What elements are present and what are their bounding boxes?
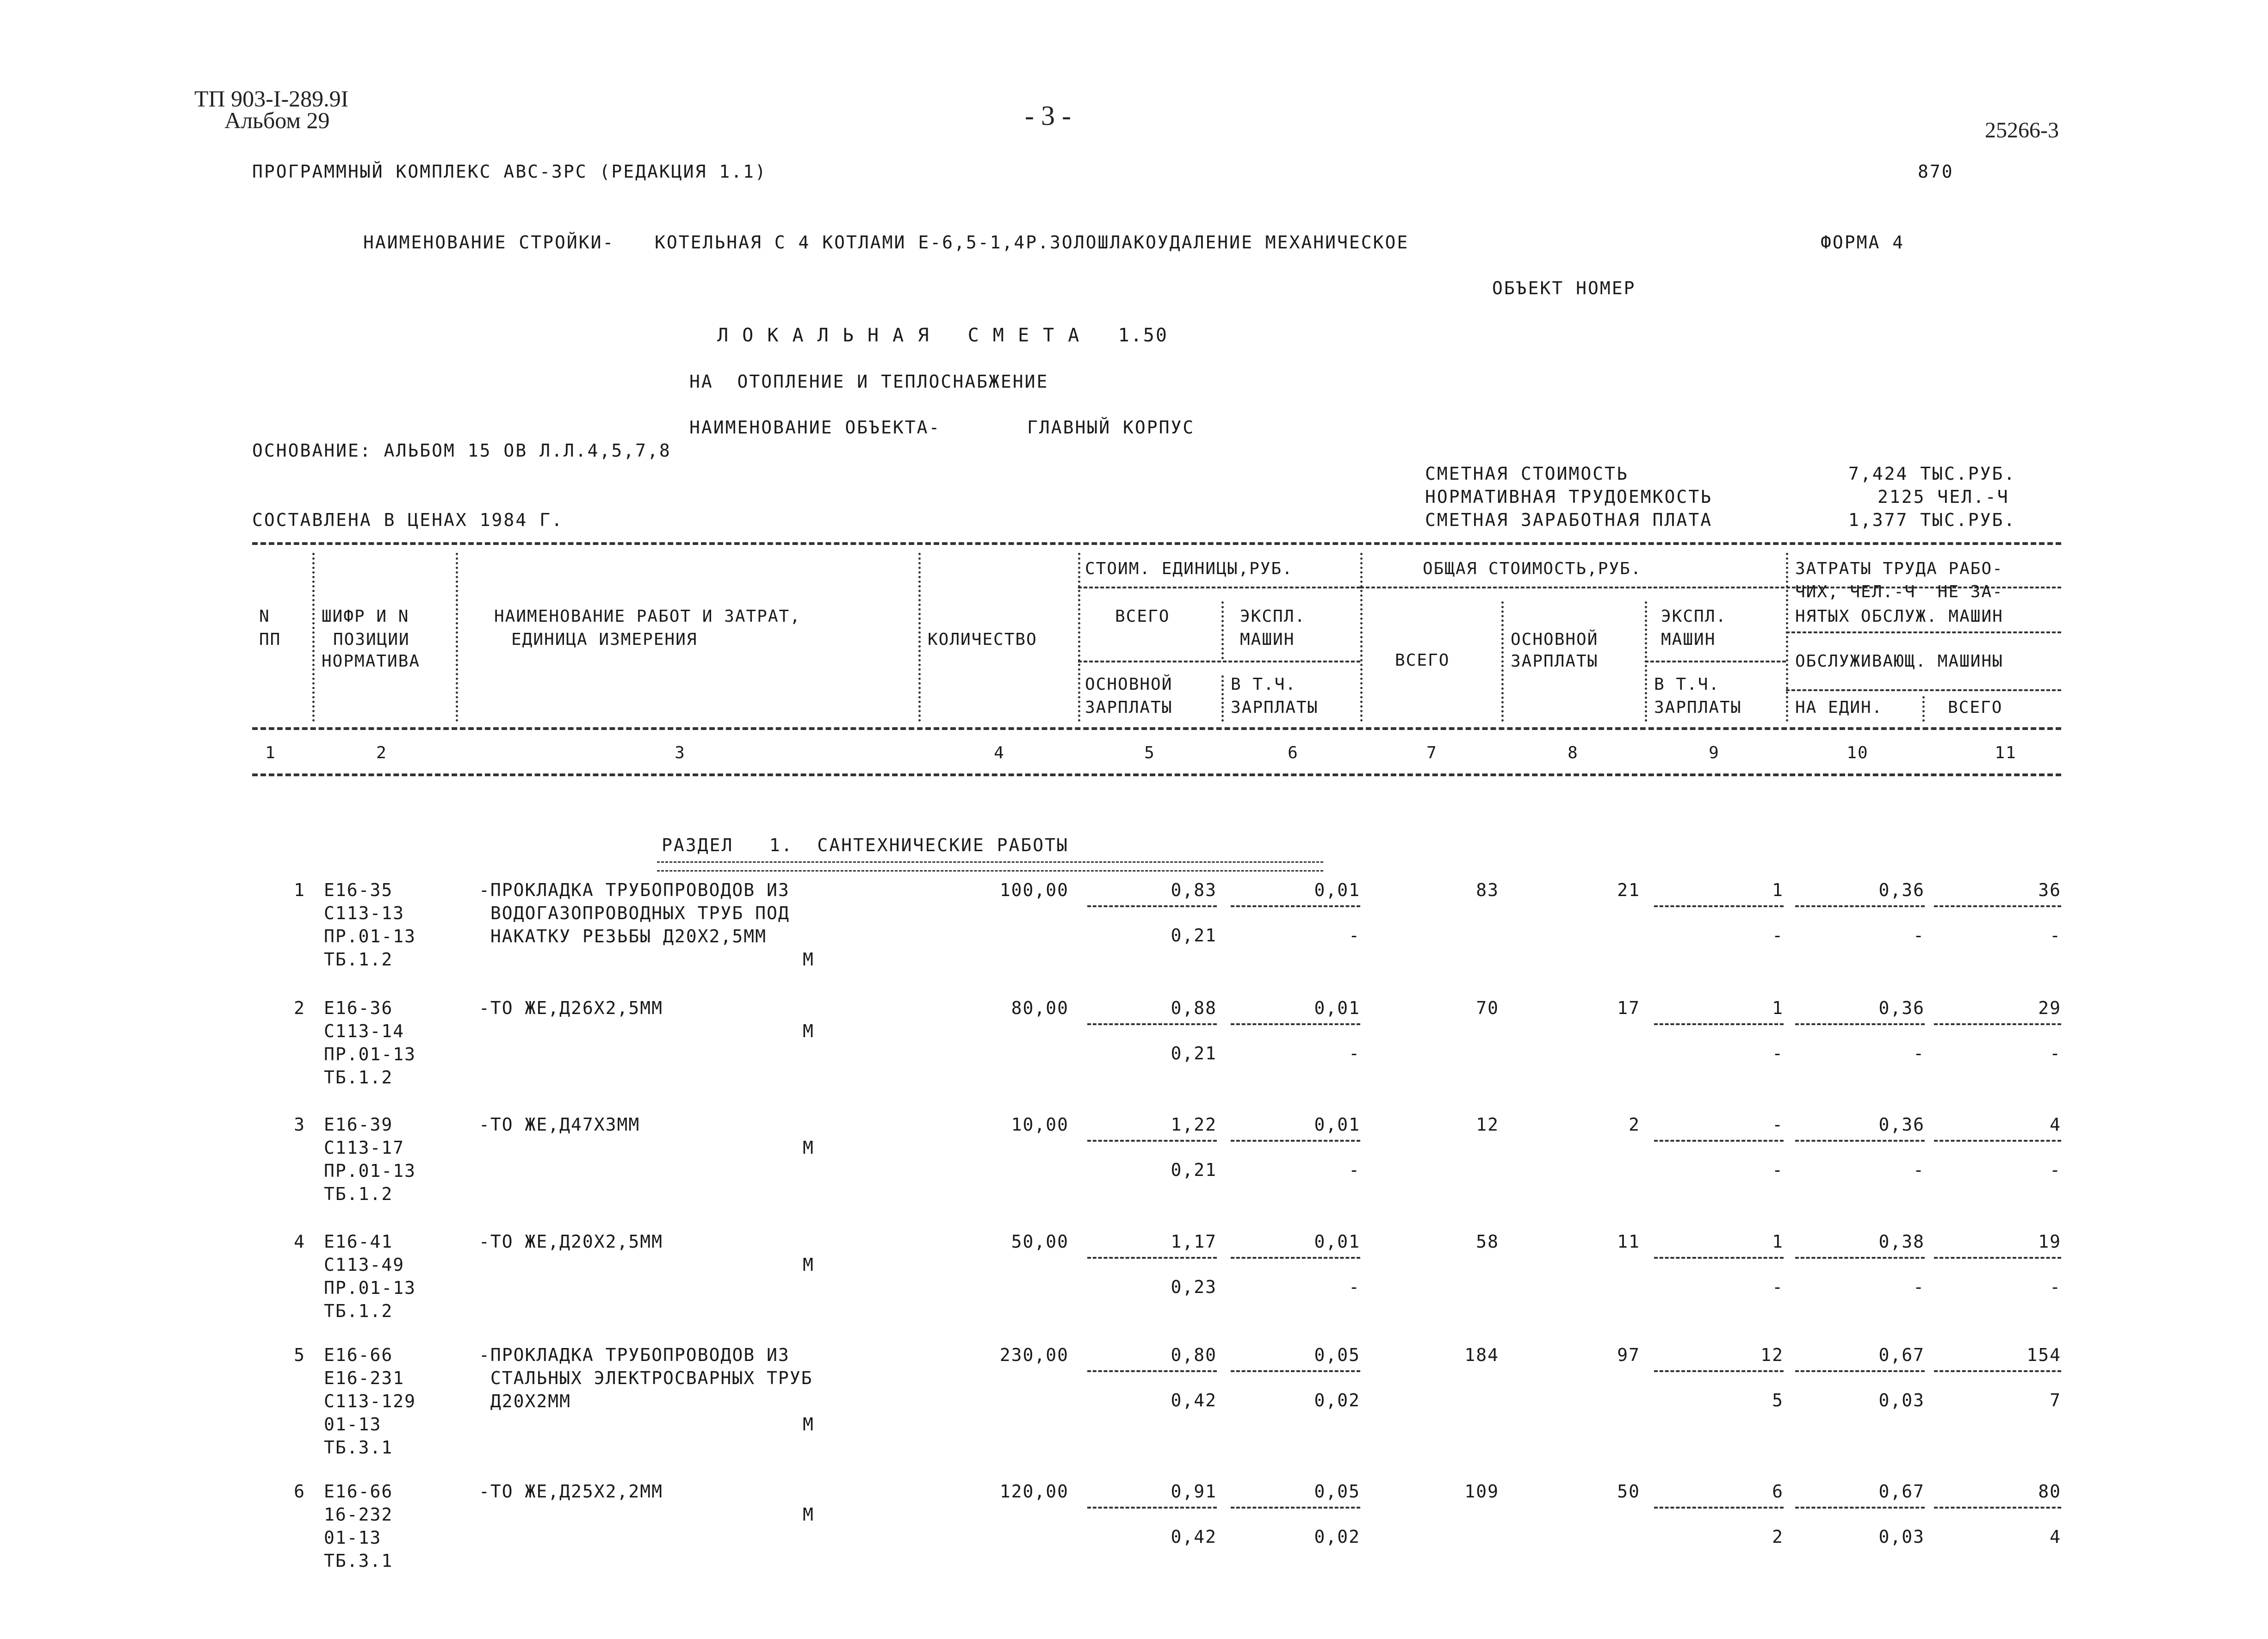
th-unit-cost: СТОИМ. ЕДИНИЦЫ,РУБ. [1085,559,1293,578]
row-labor-unit-divider [1795,905,1925,907]
row-mach-divider [1231,1507,1360,1509]
row-total-machines: 6 [1772,1481,1784,1502]
row-code: С113-17 [324,1138,405,1158]
summary-label-cost: СМЕТНАЯ СТОИМОСТЬ [1425,464,1629,484]
row-total-base-wage: 2 [1629,1114,1640,1135]
col-sep-unit-inner [1221,601,1224,659]
th-qty: КОЛИЧЕСТВО [928,630,1037,649]
row-total-machines: 12 [1760,1345,1784,1365]
row-code: Е16-66 [324,1481,393,1502]
row-total: 70 [1476,998,1499,1018]
row-quantity: 10,00 [1011,1114,1069,1135]
row-unit-mach-wage: 0,02 [1314,1390,1360,1410]
col-sep-2 [456,553,458,722]
row-unit-base-wage: 0,23 [1171,1277,1217,1297]
row-name: СТАЛЬНЫХ ЭЛЕКТРОСВАРНЫХ ТРУБ [479,1368,813,1388]
row-total-base-wage: 11 [1617,1231,1640,1252]
row-unit-divider [1087,1370,1217,1372]
row-mach-divider [1231,905,1360,907]
row-unit-mach-wage: - [1349,925,1360,946]
row-total-mach-divider [1654,1370,1784,1372]
section-title: РАЗДЕЛ 1. САНТЕХНИЧЕСКИЕ РАБОТЫ [662,835,1069,855]
row-labor-mach-total: 4 [2050,1527,2061,1547]
row-quantity: 80,00 [1011,998,1069,1018]
th-total-incl-1: В Т.Ч. [1654,675,1720,694]
row-unit-machines: 0,05 [1314,1481,1360,1502]
th-code-2: ПОЗИЦИИ [333,630,410,649]
section-underline [657,861,1323,872]
row-code: С113-13 [324,903,405,923]
th-unit-base-1: ОСНОВНОЙ [1085,675,1173,694]
row-number: 3 [294,1114,305,1135]
price-basis: СОСТАВЛЕНА В ЦЕНАХ 1984 Г. [252,510,564,530]
row-number: 2 [294,998,305,1018]
row-name: -ПРОКЛАДКА ТРУБОПРОВОДОВ ИЗ [479,880,790,900]
row-labor-mach-unit: - [1913,925,1925,946]
row-total-machines: 1 [1772,1231,1784,1252]
row-unit-mach-wage: - [1349,1160,1360,1180]
row-total-machines: 1 [1772,880,1784,900]
column-number-rule [252,773,2061,776]
row-unit-machines: 0,05 [1314,1345,1360,1365]
th-labor-2: ЧИХ, ЧЕЛ.-Ч НЕ ЗА- [1795,582,2003,601]
row-unit-total: 0,80 [1171,1345,1217,1365]
row-labor-unit-divider [1795,1140,1925,1142]
row-code: Е16-41 [324,1231,393,1252]
row-labor-unit-divider [1795,1257,1925,1259]
sheet-code: 870 [1918,161,1954,182]
row-total-mach-wage: - [1772,1043,1784,1064]
row-labor-mach-unit: - [1913,1277,1925,1297]
row-total: 12 [1476,1114,1499,1135]
row-unit-total: 0,91 [1171,1481,1217,1502]
page-number: - 3 - [1025,100,1071,131]
th-total-base-1: ОСНОВНОЙ [1511,630,1599,649]
row-total-mach-wage: - [1772,1277,1784,1297]
row-labor-unit: 0,36 [1878,998,1925,1018]
row-quantity: 230,00 [999,1345,1069,1365]
th-total-cost: ОБЩАЯ СТОИМОСТЬ,РУБ. [1423,559,1642,578]
row-name: -ТО ЖЕ,Д25Х2,2ММ [479,1481,663,1502]
basis: ОСНОВАНИЕ: АЛЬБОМ 15 ОВ Л.Л.4,5,7,8 [252,440,671,461]
document-title: Л О К А Л Ь Н А Я С М Е Т А 1.50 [717,325,1168,346]
row-labor-total: 36 [2038,880,2061,900]
row-unit: М [803,1138,814,1158]
row-code: Е16-39 [324,1114,393,1135]
col-number-7: 7 [1426,743,1438,762]
row-mach-divider [1231,1257,1360,1259]
row-labor-total-divider [1934,1023,2061,1025]
row-labor-unit-divider [1795,1023,1925,1025]
row-total-mach-wage: 2 [1772,1527,1784,1547]
row-labor-total: 19 [2038,1231,2061,1252]
row-code: С113-129 [324,1391,416,1411]
row-code: ПР.01-13 [324,1044,416,1064]
row-labor-mach-unit: - [1913,1160,1925,1180]
row-code: Е16-36 [324,998,393,1018]
col-number-6: 6 [1288,743,1299,762]
th-labor-total: ВСЕГО [1948,698,2003,717]
row-labor-mach-unit: - [1913,1043,1925,1064]
object-number: ОБЪЕКТ НОМЕР [1492,278,1636,298]
col-number-11: 11 [1995,743,2017,762]
row-labor-total: 29 [2038,998,2061,1018]
row-mach-divider [1231,1370,1360,1372]
form-number: ФОРМА 4 [1821,232,1905,253]
row-unit: М [803,1255,814,1275]
col-sep-labor-inner [1922,696,1925,722]
th-total-mach-1: ЭКСПЛ. [1661,607,1727,626]
row-labor-mach-unit: 0,03 [1878,1527,1925,1547]
summary-value-wage: 1,377 ТЫС.РУБ. [1848,510,2016,530]
row-labor-unit-divider [1795,1507,1925,1509]
row-labor-unit: 0,67 [1878,1481,1925,1502]
row-total-machines: - [1772,1114,1784,1135]
unit-cost-rule-2 [1078,661,1360,662]
th-code-3: НОРМАТИВА [322,652,421,671]
row-name: Д20Х2ММ [479,1391,571,1411]
row-labor-unit: 0,67 [1878,1345,1925,1365]
row-quantity: 50,00 [1011,1231,1069,1252]
row-code: ТБ.3.1 [324,1437,393,1458]
row-unit-divider [1087,1140,1217,1142]
col-number-1: 1 [265,743,276,762]
row-unit-mach-wage: 0,02 [1314,1527,1360,1547]
th-unit-mach-1: ЭКСПЛ. [1240,607,1306,626]
col-sep-6 [1786,553,1788,722]
th-name-2: ЕДИНИЦА ИЗМЕРЕНИЯ [511,630,698,649]
row-unit: М [803,949,814,970]
row-labor-total-divider [1934,1370,2061,1372]
col-number-10: 10 [1847,743,1869,762]
row-labor-mach-total: - [2050,925,2061,946]
th-labor-3: НЯТЫХ ОБСЛУЖ. МАШИН [1795,607,2003,626]
th-n: N [259,607,270,626]
row-unit-machines: 0,01 [1314,880,1360,900]
row-total-base-wage: 17 [1617,998,1640,1018]
row-code: ТБ.1.2 [324,1301,393,1321]
col-sep-3 [918,553,921,722]
row-unit-base-wage: 0,42 [1171,1527,1217,1547]
total-mach-rule [1645,661,1786,662]
th-total-base-2: ЗАРПЛАТЫ [1511,652,1599,671]
th-labor-unit: НА ЕДИН. [1795,698,1883,717]
row-name: -ТО ЖЕ,Д47Х3ММ [479,1114,640,1135]
row-labor-mach-total: 7 [2050,1390,2061,1410]
construction-name: КОТЕЛЬНАЯ С 4 КОТЛАМИ Е-6,5-1,4Р.ЗОЛОШЛАКОУДАЛЕНИЕ МЕХАНИЧЕСКОЕ [655,232,1409,253]
th-labor-mach: ОБСЛУЖИВАЮЩ. МАШИНЫ [1795,652,2003,671]
row-code: ТБ.1.2 [324,1184,393,1204]
row-total-mach-divider [1654,1257,1784,1259]
row-labor-mach-unit: 0,03 [1878,1390,1925,1410]
row-code: ПР.01-13 [324,926,416,946]
col-number-8: 8 [1568,743,1579,762]
th-unit-mach-2: МАШИН [1240,630,1295,649]
row-unit-base-wage: 0,21 [1171,1043,1217,1064]
document-code: 25266-3 [1985,118,2059,142]
col-number-2: 2 [376,743,387,762]
row-total: 109 [1464,1481,1499,1502]
summary-label-wage: СМЕТНАЯ ЗАРАБОТНАЯ ПЛАТА [1425,510,1713,530]
row-unit-machines: 0,01 [1314,1114,1360,1135]
summary-value-labor: 2125 ЧЕЛ.-Ч [1878,487,2009,507]
row-code: ТБ.1.2 [324,949,393,970]
document-subtitle: НА ОТОПЛЕНИЕ И ТЕПЛОСНАБЖЕНИЕ [689,371,1049,392]
row-total-mach-divider [1654,905,1784,907]
col-sep-4 [1078,553,1080,722]
row-unit-divider [1087,1023,1217,1025]
th-code-1: ШИФР И N [322,607,409,626]
row-code: Е16-231 [324,1368,405,1388]
row-unit-total: 1,22 [1171,1114,1217,1135]
row-code: С113-14 [324,1021,405,1041]
row-code: Е16-66 [324,1345,393,1365]
unit-cost-rule [1078,587,1360,588]
row-code: Е16-35 [324,880,393,900]
row-labor-unit-divider [1795,1370,1925,1372]
th-unit-incl-2: ЗАРПЛАТЫ [1231,698,1319,717]
row-labor-total-divider [1934,1140,2061,1142]
row-number: 5 [294,1345,305,1365]
row-code: 01-13 [324,1528,382,1548]
row-unit: М [803,1021,814,1041]
row-total: 58 [1476,1231,1499,1252]
row-total-base-wage: 21 [1617,880,1640,900]
row-unit: М [803,1504,814,1525]
row-code: 16-232 [324,1504,393,1525]
row-total: 83 [1476,880,1499,900]
row-unit-mach-wage: - [1349,1043,1360,1064]
th-labor-1: ЗАТРАТЫ ТРУДА РАБО- [1795,559,2003,578]
row-number: 1 [294,880,305,900]
row-mach-divider [1231,1023,1360,1025]
th-unit-base-2: ЗАРПЛАТЫ [1085,698,1173,717]
construction-label: НАИМЕНОВАНИЕ СТРОЙКИ- [363,232,615,253]
col-number-9: 9 [1709,743,1720,762]
labor-rule-1 [1786,631,2061,633]
th-unit-incl-1: В Т.Ч. [1231,675,1297,694]
row-unit-mach-wage: - [1349,1277,1360,1297]
row-total-mach-wage: - [1772,925,1784,946]
th-name-1: НАИМЕНОВАНИЕ РАБОТ И ЗАТРАТ, [494,607,801,626]
row-total-base-wage: 97 [1617,1345,1640,1365]
row-total-mach-divider [1654,1507,1784,1509]
th-pp: ПП [259,630,281,649]
row-unit-divider [1087,905,1217,907]
col-sep-unit-inner-2 [1221,675,1224,722]
row-code: С113-49 [324,1255,405,1275]
col-number-3: 3 [675,743,686,762]
row-code: ТБ.3.1 [324,1551,393,1571]
th-total-all: ВСЕГО [1395,651,1450,670]
row-code: ПР.01-13 [324,1278,416,1298]
row-unit-base-wage: 0,21 [1171,925,1217,946]
row-labor-mach-total: - [2050,1043,2061,1064]
object-name: ГЛАВНЫЙ КОРПУС [1027,417,1195,438]
row-unit-base-wage: 0,21 [1171,1160,1217,1180]
row-code: ТБ.1.2 [324,1067,393,1088]
col-sep-5 [1360,553,1363,722]
row-labor-total: 154 [2026,1345,2061,1365]
col-sep-total-inner [1501,601,1504,722]
program-title: ПРОГРАММНЫЙ КОМПЛЕКС АВС-3РС (РЕДАКЦИЯ 1.1) [252,161,767,182]
row-unit-divider [1087,1507,1217,1509]
summary-label-labor: НОРМАТИВНАЯ ТРУДОЕМКОСТЬ [1425,487,1713,507]
header-bottom-rule [252,727,2061,730]
row-unit-machines: 0,01 [1314,998,1360,1018]
row-labor-unit: 0,36 [1878,1114,1925,1135]
row-quantity: 120,00 [999,1481,1069,1502]
summary-value-cost: 7,424 ТЫС.РУБ. [1848,464,2016,484]
row-number: 6 [294,1481,305,1502]
album-number: Альбом 29 [224,107,330,133]
row-labor-total: 80 [2038,1481,2061,1502]
row-labor-unit: 0,38 [1878,1231,1925,1252]
labor-rule-2 [1786,689,2061,691]
col-number-4: 4 [994,743,1005,762]
row-total-mach-wage: - [1772,1160,1784,1180]
row-code: ПР.01-13 [324,1161,416,1181]
row-labor-unit: 0,36 [1878,880,1925,900]
table-top-rule [252,542,2061,545]
row-labor-mach-total: - [2050,1277,2061,1297]
row-labor-mach-total: - [2050,1160,2061,1180]
th-total-mach-2: МАШИН [1661,630,1716,649]
row-unit-machines: 0,01 [1314,1231,1360,1252]
tp-number: ТП 903-I-289.9I [194,86,349,111]
col-number-5: 5 [1144,743,1155,762]
row-unit: М [803,1414,814,1435]
row-labor-total-divider [1934,1257,2061,1259]
row-total-mach-divider [1654,1023,1784,1025]
col-sep-1 [312,553,315,722]
row-total-base-wage: 50 [1617,1481,1640,1502]
row-total: 184 [1464,1345,1499,1365]
row-name: НАКАТКУ РЕЗЬБЫ Д20Х2,5ММ [479,926,767,946]
row-mach-divider [1231,1140,1360,1142]
row-unit-total: 0,88 [1171,998,1217,1018]
row-total-machines: 1 [1772,998,1784,1018]
row-labor-total: 4 [2050,1114,2061,1135]
th-unit-total: ВСЕГО [1115,607,1170,626]
row-labor-total-divider [1934,905,2061,907]
th-total-incl-2: ЗАРПЛАТЫ [1654,698,1742,717]
row-labor-total-divider [1934,1507,2061,1509]
row-total-mach-divider [1654,1140,1784,1142]
row-number: 4 [294,1231,305,1252]
row-unit-total: 1,17 [1171,1231,1217,1252]
row-name: -ТО ЖЕ,Д20Х2,5ММ [479,1231,663,1252]
row-name: -ТО ЖЕ,Д26Х2,5ММ [479,998,663,1018]
row-unit-base-wage: 0,42 [1171,1390,1217,1410]
object-label: НАИМЕНОВАНИЕ ОБЪЕКТА- [689,417,941,438]
row-total-mach-wage: 5 [1772,1390,1784,1410]
row-unit-total: 0,83 [1171,880,1217,900]
row-name: -ПРОКЛАДКА ТРУБОПРОВОДОВ ИЗ [479,1345,790,1365]
row-unit-divider [1087,1257,1217,1259]
row-quantity: 100,00 [999,880,1069,900]
row-code: 01-13 [324,1414,382,1435]
row-name: ВОДОГАЗОПРОВОДНЫХ ТРУБ ПОД [479,903,790,923]
